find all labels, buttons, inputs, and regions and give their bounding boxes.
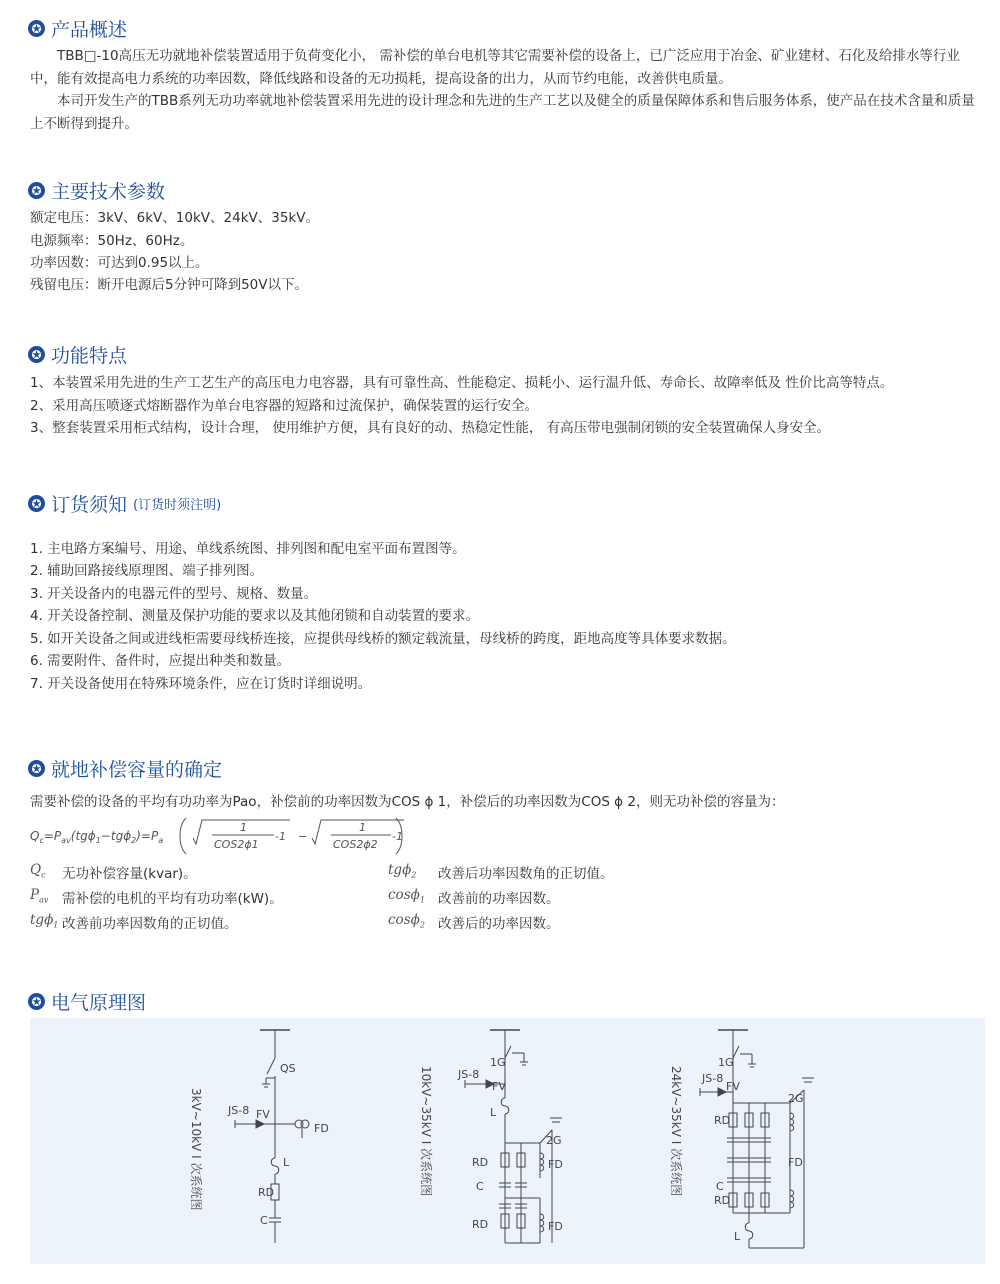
d1-label-c: C <box>260 1214 268 1227</box>
ordering-note: (订货时须注明) <box>133 498 222 513</box>
compensation-formula <box>28 814 408 856</box>
def-cos2: cosϕ$_2$ 改善后的功率因数。 <box>388 912 560 932</box>
formula-minus: − <box>298 830 308 843</box>
d2-label-rd2: RD <box>472 1218 489 1231</box>
star-icon: ✪ <box>28 182 45 199</box>
overview-title: 产品概述 <box>51 19 128 41</box>
ordering-item: 6. 需要附件、备件时，应提出种类和数量。 <box>30 653 291 669</box>
overview-paragraph-2: 本司开发生产的TBB系列无功功率就地补偿装置采用先进的设计理念和先进的生产工艺以及健全的质量保障体系和售后服务体系，使产品在技术含量和质量上不断得到提升。 <box>30 93 975 132</box>
d1-label-l: L <box>283 1156 290 1169</box>
schematic-panel <box>30 1018 985 1264</box>
star-icon: ✪ <box>28 20 45 37</box>
capacity-intro: 需要补偿的设备的平均有功功率为Pao，补偿前的功率因数为COS ϕ 1，补偿后的功率因数为COS ϕ 2，则无功补偿的容量为： <box>30 794 785 810</box>
schematic-diagrams <box>30 1018 985 1264</box>
d3-label-l: L <box>734 1230 741 1243</box>
formula-lhs: Q <box>30 829 40 843</box>
formula-minus-one-2: -1 <box>392 830 403 843</box>
star-icon: ✪ <box>28 346 45 363</box>
param-power-factor: 功率因数：可达到0.95以上。 <box>30 255 209 271</box>
feature-item: 2、采用高压喷逐式熔断器作为单台电容器的短路和过流保护，确保装置的运行安全。 <box>30 398 539 414</box>
d2-label-fd2: FD <box>548 1220 563 1233</box>
d1-label-js: JS-8 <box>228 1104 250 1117</box>
d2-label-fv: FV <box>492 1080 506 1093</box>
overview-paragraph-1: TBB□-10高压无功就地补偿装置适用于负荷变化小， 需补偿的单台电机等其它需要补偿的设备上，已广泛应用于冶金、矿业建材、石化及给排水等行业中，能有效提高电力系统的功率因数，降低线路和设备的无功损耗，提高设备的出力，从而节约电能，改善供电质量。 <box>30 48 960 87</box>
formula-minus-one-1: -1 <box>275 830 286 843</box>
overview-heading <box>28 15 127 42</box>
features-title: 功能特点 <box>51 345 128 367</box>
d1-label-fv: FV <box>256 1108 270 1121</box>
schematic-heading <box>28 988 146 1015</box>
d1-label-rd: RD <box>258 1186 275 1199</box>
d2-label-fd1: FD <box>548 1158 563 1171</box>
ordering-item: 5. 如开关设备之间或进线柜需要母线桥连接，应提供母线桥的额定载流量，母线桥的跨度，距地高度等具体要求数据。 <box>30 631 736 647</box>
formula-frac2-den: COS2ϕ2 <box>333 838 378 851</box>
overview-text <box>30 45 985 135</box>
params-heading <box>28 177 165 204</box>
feature-item: 1、本装置采用先进的生产工艺生产的高压电力电容器，具有可靠性高、性能稳定、损耗小、运行温升低、寿命长、故障率低及 性价比高等特点。 <box>30 375 894 391</box>
def-tg1: tgϕ$_1$ 改善前功率因数角的正切值。 <box>30 912 238 932</box>
d3-label-rd2: RD <box>714 1194 731 1207</box>
formula-frac1-den: COS2ϕ1 <box>214 838 259 851</box>
param-voltage: 额定电压：3kV、6kV、10kV、24kV、35kV。 <box>30 210 319 226</box>
d3-label-2g: 2G <box>788 1092 804 1105</box>
features-heading <box>28 341 127 368</box>
d2-label-1g: 1G <box>490 1056 506 1069</box>
svg-text:Qc=Pav(tgϕ1−tgϕ2)=Pa: $Q_c=P_{av}(tg\phi_1-tg\phi_2)=P_a$ <box>30 829 164 845</box>
star-icon: ✪ <box>28 495 45 512</box>
diagram1-caption: 3kV~10kV I 次系统图 <box>189 1088 203 1211</box>
d3-label-rd1: RD <box>714 1114 731 1127</box>
schematic-title: 电气原理图 <box>51 992 147 1014</box>
d3-label-c: C <box>716 1180 724 1193</box>
feature-item: 3、整套装置采用柜式结构，设计合理， 使用维护方便，具有良好的动、热稳定性能， 有高压带电强制闭锁的安全装置确保人身安全。 <box>30 420 831 436</box>
param-frequency: 电源频率：50Hz、60Hz。 <box>30 233 194 249</box>
capacity-heading <box>28 755 222 782</box>
ordering-item: 7. 开关设备使用在特殊环境条件，应在订货时详细说明。 <box>30 676 372 692</box>
d2-label-l: L <box>490 1106 497 1119</box>
star-icon: ✪ <box>28 760 45 777</box>
d1-label-qs: QS <box>280 1062 296 1075</box>
capacity-title: 就地补偿容量的确定 <box>51 759 223 781</box>
def-qc: $Q_c$ 无功补偿容量(kvar)。 <box>30 862 197 882</box>
d2-label-c: C <box>476 1180 484 1193</box>
params-title: 主要技术参数 <box>51 181 166 203</box>
d2-label-2g: 2G <box>546 1134 562 1147</box>
d2-label-rd1: RD <box>472 1156 489 1169</box>
diagram3-caption: 24kV~35kV I 次系统图 <box>669 1066 683 1197</box>
ordering-heading <box>28 490 221 517</box>
d2-label-js: JS-8 <box>458 1068 480 1081</box>
formula-frac1-num: 1 <box>240 821 247 834</box>
ordering-item: 2. 辅助回路接线原理图、端子排列图。 <box>30 563 264 579</box>
star-icon: ✪ <box>28 993 45 1010</box>
def-tg2: tgϕ$_2$ 改善后功率因数角的正切值。 <box>388 862 614 882</box>
d3-label-js: JS-8 <box>702 1072 724 1085</box>
ordering-item: 4. 开关设备控制、测量及保护功能的要求以及其他闭锁和自动装置的要求。 <box>30 608 480 624</box>
formula-frac2-num: 1 <box>359 821 366 834</box>
d3-label-fd: FD <box>788 1156 803 1169</box>
def-cos1: cosϕ$_1$ 改善前的功率因数。 <box>388 887 560 907</box>
ordering-item: 1. 主电路方案编号、用途、单线系统图、排列图和配电室平面布置图等。 <box>30 541 466 557</box>
d3-label-1g: 1G <box>718 1056 734 1069</box>
d1-label-fd: FD <box>314 1122 329 1135</box>
d3-label-fv: FV <box>726 1080 740 1093</box>
ordering-item: 3. 开关设备内的电器元件的型号、规格、数量。 <box>30 586 318 602</box>
ordering-title: 订货须知 <box>51 494 128 516</box>
param-residual-voltage: 残留电压：断开电源后5分钟可降到50V以下。 <box>30 277 309 293</box>
def-pav: $P_{av}$ 需补偿的电机的平均有功功率(kW)。 <box>30 887 283 907</box>
diagram2-caption: 10kV~35kV I 次系统图 <box>419 1066 433 1197</box>
